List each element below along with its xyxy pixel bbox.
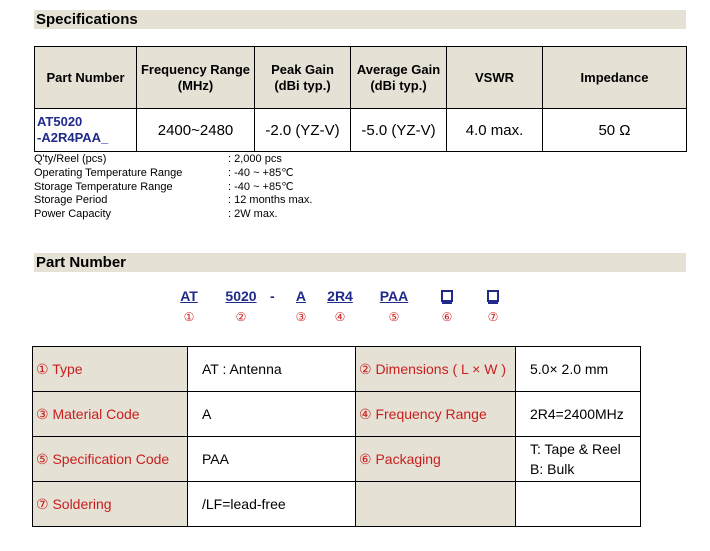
code-label: ⑦ Soldering — [33, 482, 188, 527]
code-label: ① Type — [33, 347, 188, 392]
header-freq-line1: Frequency Range — [140, 61, 251, 77]
segment-packaging — [441, 288, 453, 324]
segment-code: A — [295, 288, 307, 304]
header-avg-line2: (dBi typ.) — [370, 77, 427, 93]
cell-part-number — [35, 109, 137, 152]
cell-average-gain: -5.0 (YZ-V) — [351, 109, 447, 152]
header-part-number: Part Number — [35, 47, 137, 109]
segment-number: ⑦ — [487, 310, 499, 324]
property-value: : 12 months max. — [228, 194, 313, 207]
code-value — [516, 437, 641, 482]
code-label-empty — [356, 482, 516, 527]
segment-material — [296, 288, 307, 324]
header-peak-line2: (dBi typ.) — [274, 77, 331, 93]
part-number-breakdown — [0, 288, 710, 328]
property-label: Operating Temperature Range — [34, 166, 183, 179]
segment-frequency — [327, 288, 353, 324]
segment-number: ① — [183, 310, 195, 324]
header-average-gain — [351, 47, 447, 109]
cell-frequency: 2400~2480 — [137, 109, 255, 152]
header-peak-line1: Peak Gain — [271, 61, 334, 77]
segment-box — [487, 288, 499, 306]
cell-peak-gain: -2.0 (YZ-V) — [255, 109, 351, 152]
code-value-empty — [516, 482, 641, 527]
segment-code: AT — [180, 288, 198, 304]
property-value: : 2,000 pcs — [228, 153, 282, 165]
pn-line2: -A2R4PAA_ — [37, 130, 109, 145]
header-peak-gain — [255, 47, 351, 109]
spec-header-row — [35, 47, 687, 109]
property-row — [34, 194, 312, 208]
segment-dimensions — [225, 288, 256, 324]
code-value: AT : Antenna — [188, 347, 356, 392]
code-value: 5.0× 2.0 mm — [516, 347, 641, 392]
part-number-heading: Part Number — [34, 253, 686, 272]
square-placeholder-icon — [441, 290, 453, 302]
segment-specification — [380, 288, 409, 324]
property-label: Storage Temperature Range — [34, 180, 173, 193]
property-row — [34, 167, 312, 181]
property-value: : -40 ~ +85℃ — [228, 166, 294, 179]
header-impedance: Impedance — [543, 47, 687, 109]
segment-number: ③ — [295, 310, 307, 324]
cell-impedance: 50 Ω — [543, 109, 687, 152]
cell-vswr: 4.0 max. — [447, 109, 543, 152]
property-row — [34, 181, 312, 195]
code-row — [33, 437, 641, 482]
code-label: ⑥ Packaging — [356, 437, 516, 482]
segment-number: ② — [235, 310, 247, 324]
packaging-bulk: B: Bulk — [530, 461, 575, 477]
code-value: PAA — [188, 437, 356, 482]
segment-number: ⑥ — [441, 310, 453, 324]
property-row — [34, 153, 312, 167]
segment-code: 5020 — [225, 288, 257, 304]
property-label: Q'ty/Reel (pcs) — [34, 153, 107, 165]
code-row — [33, 392, 641, 437]
segment-code: PAA — [379, 288, 409, 304]
code-label: ④ Frequency Range — [356, 392, 516, 437]
header-avg-line1: Average Gain — [356, 61, 441, 77]
header-vswr: VSWR — [447, 47, 543, 109]
property-label: Power Capacity — [34, 208, 112, 221]
segment-number: ⑤ — [388, 310, 400, 324]
code-label: ③ Material Code — [33, 392, 188, 437]
segment-dash: - — [270, 288, 275, 304]
property-label: Storage Period — [34, 194, 108, 207]
header-freq-line2: (MHz) — [177, 77, 214, 93]
specifications-table — [34, 46, 687, 152]
property-value: : 2W max. — [228, 208, 278, 221]
code-value: A — [188, 392, 356, 437]
segment-type — [180, 288, 198, 324]
segment-box — [441, 288, 453, 306]
code-value: 2R4=2400MHz — [516, 392, 641, 437]
code-value: /LF=lead-free — [188, 482, 356, 527]
header-frequency-range — [137, 47, 255, 109]
property-list — [34, 153, 312, 222]
segment-soldering — [487, 288, 499, 324]
segment-code: 2R4 — [327, 288, 353, 304]
code-row — [33, 482, 641, 527]
code-row — [33, 347, 641, 392]
specifications-heading: Specifications — [34, 10, 686, 29]
segment-number: ④ — [334, 310, 346, 324]
code-definition-table — [32, 346, 641, 527]
code-label: ⑤ Specification Code — [33, 437, 188, 482]
code-label: ② Dimensions ( L × W ) — [356, 347, 516, 392]
pn-line1: AT5020 — [37, 114, 83, 129]
packaging-tape: T: Tape & Reel — [530, 441, 621, 457]
property-value: : -40 ~ +85℃ — [228, 180, 294, 193]
spec-data-row — [35, 109, 687, 152]
square-placeholder-icon — [487, 290, 499, 302]
property-row — [34, 208, 312, 222]
